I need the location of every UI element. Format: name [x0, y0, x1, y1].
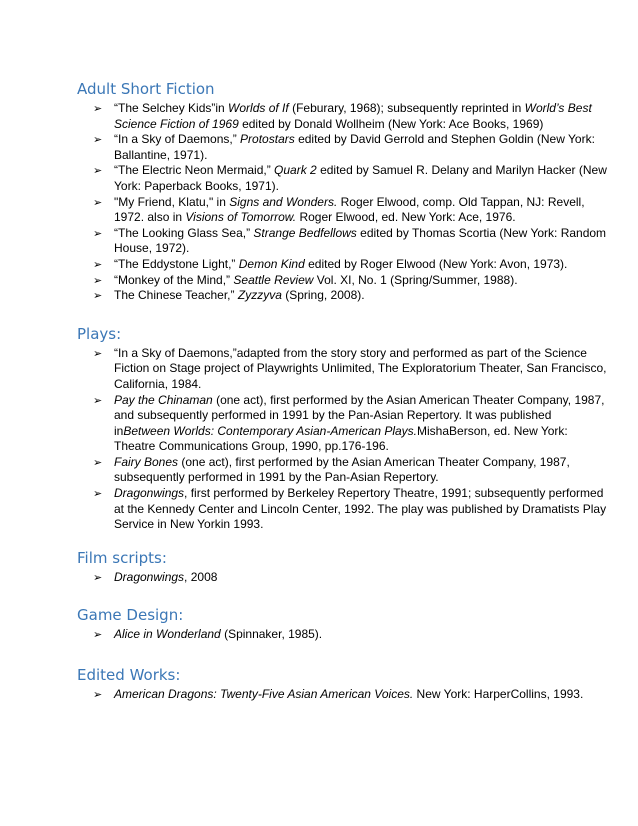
arrow-bullet-icon: ➢: [93, 570, 103, 584]
item-text: (Feburary, 1968); subsequently reprinted in: [288, 101, 525, 115]
section-spacer: [77, 585, 608, 605]
item-text: edited by David Gerrold and Stephen Goldin (New York: Ballantine, 1971).: [114, 132, 595, 162]
arrow-bullet-icon: ➢: [93, 133, 103, 147]
section-spacer: [77, 304, 608, 324]
item-text: “The Eddystone Light,”: [114, 256, 239, 271]
work-title: Alice in Wonderland: [114, 627, 221, 642]
list-item: [93, 225, 608, 257]
section-heading: Game Design:: [77, 606, 184, 625]
arrow-bullet-icon: ➢: [93, 257, 103, 271]
work-title: Signs and Wonders.: [229, 194, 338, 209]
item-text: edited by Roger Elwood (New York: Avon, 1973).: [304, 256, 568, 271]
section: [77, 665, 608, 703]
item-text: edited by Thomas Scortia (New York: Random House, 1972).: [114, 225, 607, 256]
section: [77, 324, 608, 533]
item-text: The Chinese Teacher,”: [114, 288, 238, 303]
work-title: Strange Bedfellows: [253, 225, 357, 240]
arrow-bullet-icon: ➢: [93, 455, 103, 469]
list-item: [93, 454, 608, 486]
work-title: Worlds of If: [228, 101, 289, 115]
arrow-bullet-icon: ➢: [93, 226, 103, 240]
section-spacer: [77, 643, 608, 665]
list-item: [93, 101, 608, 132]
section: [77, 605, 608, 643]
work-title: Dragonwings: [114, 486, 185, 501]
list-item: [93, 392, 608, 455]
work-title: Pay the Chinaman: [114, 392, 213, 407]
work-title: Between Worlds: Contemporary Asian-American Plays.: [123, 423, 418, 438]
work-title: Demon Kind: [238, 256, 305, 271]
section-heading: Adult Short Fiction: [77, 80, 215, 98]
item-text: (Spinnaker, 1985).: [220, 627, 323, 642]
arrow-bullet-icon: ➢: [93, 273, 103, 287]
item-text: , 2008: [184, 569, 218, 584]
item-text: edited by Samuel R. Delany and Marilyn Hacker (New York: Paperback Books, 1971).: [114, 163, 607, 193]
item-text: "My Friend, Klatu," in: [114, 194, 230, 209]
item-text: (one act), first performed by the Asian American Theater Company, 1987, and subsequently performed in 1991 by the Pan-Asian Repertory. It was published in: [114, 392, 605, 438]
item-text: “The Selchey Kids”in: [114, 101, 229, 115]
work-title: Seattle Review: [233, 272, 314, 287]
work-title: Protostars: [240, 132, 295, 147]
section-heading: Film scripts:: [77, 548, 167, 567]
item-text: “In a Sky of Daemons,”adapted from the story story and performed as part of the Science Fiction on Stage project of Playwrights Unlimited, The Exploratorium Theater, San Francisco, California, 1984.: [114, 345, 607, 391]
section: [77, 79, 608, 304]
section-heading: Edited Works:: [77, 666, 181, 685]
list-item: [93, 569, 608, 586]
list-item: [93, 345, 608, 393]
work-title: Fairy Bones: [114, 454, 179, 469]
item-text: Roger Elwood, ed. New York: Ace, 1976.: [296, 210, 516, 225]
bullet-list: [77, 570, 608, 586]
item-text: , first performed by Berkeley Repertory Theatre, 1991; subsequently performed at the Kennedy Center and Lincoln Center, 1992. The play was published by Dramatists Play Service in New Yorkin 1993.: [114, 486, 607, 532]
arrow-bullet-icon: ➢: [93, 289, 103, 303]
arrow-bullet-icon: ➢: [93, 164, 103, 178]
work-title: Visions of Tomorrow.: [185, 210, 297, 225]
item-text: “Monkey of the Mind,”: [114, 272, 234, 287]
list-item: [93, 288, 608, 304]
list-item: [93, 272, 608, 289]
work-title: Zyzzyva: [237, 288, 282, 303]
arrow-bullet-icon: ➢: [93, 688, 103, 702]
arrow-bullet-icon: ➢: [93, 393, 103, 407]
list-item: [93, 256, 608, 273]
item-text: (Spring, 2008).: [281, 288, 365, 303]
list-item: [93, 163, 608, 194]
section: [77, 548, 608, 586]
section-spacer: [77, 533, 608, 548]
item-text: New York: HarperCollins, 1993.: [413, 687, 584, 702]
item-text: “The Electric Neon Mermaid,”: [114, 163, 275, 178]
list-item: [93, 687, 608, 703]
bullet-list: [77, 687, 608, 703]
list-item: [93, 627, 608, 643]
work-title: World’s Best Science Fiction of 1969: [114, 101, 592, 131]
arrow-bullet-icon: ➢: [93, 487, 103, 501]
item-text: “In a Sky of Daemons,”: [114, 132, 241, 147]
item-text: (one act), first performed by the Asian American Theater Company, 1987, subsequently performed in 1991 by the Pan-Asian Repertory.: [114, 454, 570, 485]
section-heading: Plays:: [77, 324, 122, 343]
item-text: “The Looking Glass Sea,”: [114, 225, 254, 240]
bullet-list: [77, 346, 608, 533]
bullet-list: [77, 627, 608, 643]
list-item: [93, 486, 608, 533]
arrow-bullet-icon: ➢: [93, 102, 103, 115]
work-title: American Dragons: Twenty-Five Asian American Voices.: [114, 687, 414, 702]
work-title: Quark 2: [274, 163, 317, 178]
list-item: [93, 132, 608, 163]
bullet-list: [77, 101, 608, 304]
item-text: Roger Elwood, comp. Old Tappan, NJ: Revell, 1972. also in: [114, 194, 585, 225]
item-text: MishaBerson, ed. New York: Theatre Communications Group, 1990, pp.176-196.: [114, 423, 568, 454]
list-item: [93, 194, 608, 226]
item-text: Vol. XI, No. 1 (Spring/Summer, 1988).: [313, 272, 518, 287]
arrow-bullet-icon: ➢: [93, 628, 103, 642]
item-text: edited by Donald Wollheim (New York: Ace Books, 1969): [238, 116, 544, 131]
arrow-bullet-icon: ➢: [93, 346, 103, 360]
arrow-bullet-icon: ➢: [93, 195, 103, 209]
work-title: Dragonwings: [114, 569, 185, 584]
